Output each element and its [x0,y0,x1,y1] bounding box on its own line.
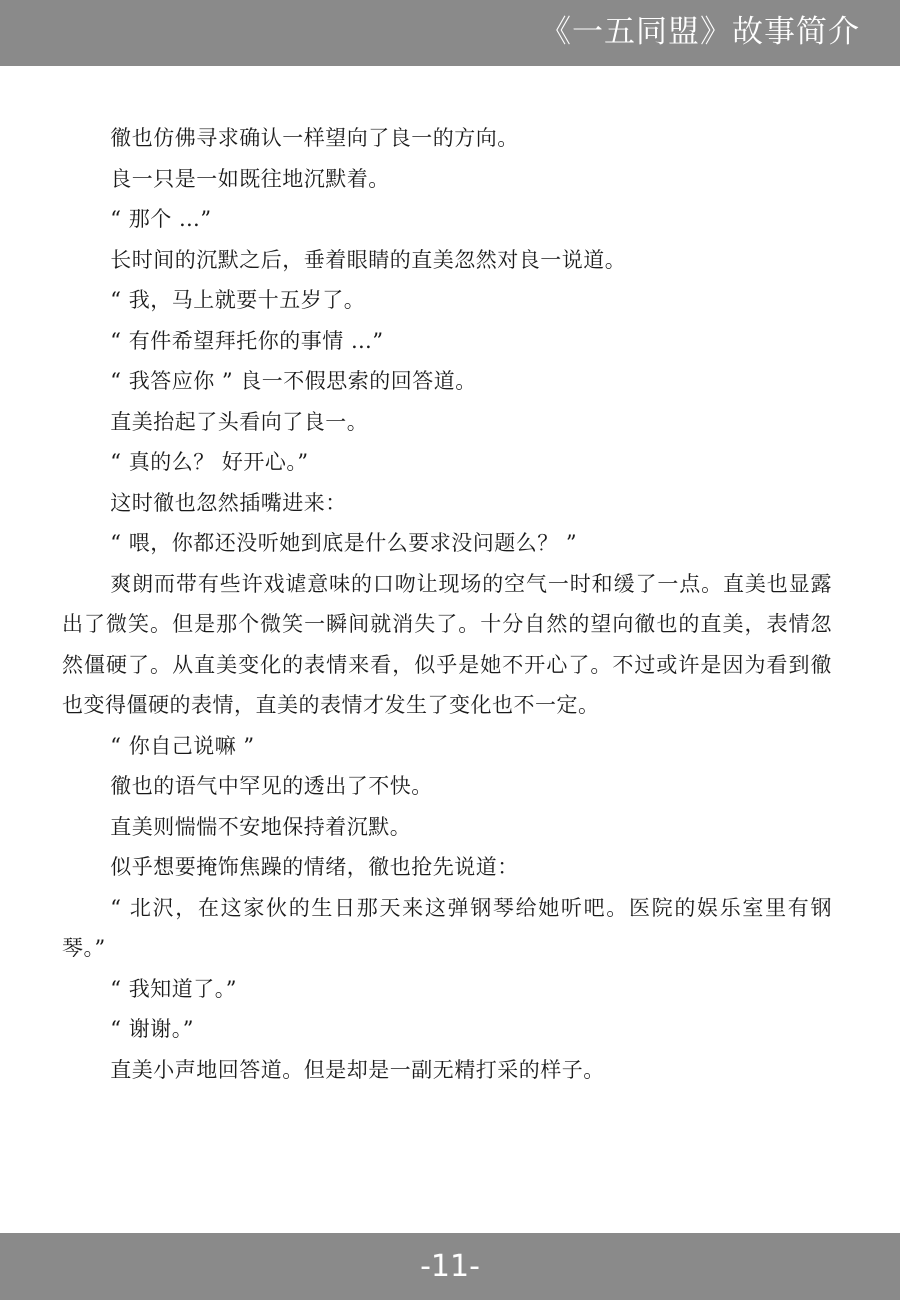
paragraph: “ 有件希望拜托你的事情 …” [110,328,384,353]
header-bar [0,0,900,66]
paragraph: “ 我，马上就要十五岁了。 [110,288,366,312]
paragraph: 直美则惴惴不安地保持着沉默。 [110,814,412,839]
paragraph: 良一只是一如既往地沉默着。 [110,166,390,191]
paragraph: 徹也的语气中罕见的透出了不快。 [110,774,433,798]
story-text [62,118,832,1090]
paragraph: 徹也仿佛寻求确认一样望向了良一的方向。 [110,126,519,150]
paragraph: 长时间的沉默之后，垂着眼睛的直美忽然对良一说道。 [110,247,627,272]
page-number: -11- [420,1249,480,1284]
footer-bar [0,1233,900,1300]
header-title: 《一五同盟》故事简介 [540,14,860,50]
paragraph: “ 我答应你 ” 良一不假思索的回答道。 [110,369,477,393]
paragraph: 直美小声地回答道。但是却是一副无精打采的样子。 [110,1057,605,1082]
paragraph: “ 那个 …” [110,207,212,231]
paragraph: “ 你自己说嘛 ” [110,733,255,758]
paragraph: “ 谢谢。” [110,1017,194,1041]
paragraph: 似乎想要掩饰焦躁的情绪，徹也抢先说道： [110,855,519,879]
paragraph: “ 我知道了。” [110,976,237,1001]
paragraph: 直美抬起了头看向了良一。 [110,409,369,434]
paragraph: 这时徹也忽然插嘴进来： [110,490,347,515]
paragraph: “ 真的么？ 好开心。” [110,450,309,474]
paragraph: “ 北沢，在这家伙的生日那天来这弹钢琴给她听吧。医院的娱乐室里有钢琴。” [62,895,832,960]
paragraph: 爽朗而带有些许戏谑意味的口吻让现场的空气一时和缓了一点。直美也显露出了微笑。但是那个微笑一瞬间就消失了。十分自然的望向徹也的直美，表情忽然僵硬了。从直美变化的表情来看，似乎是她不开心了。不过或许是因为看到徹也变得僵硬的表情，直美的表情才发生了变化也不一定。 [62,571,832,717]
paragraph: “ 喂，你都还没听她到底是什么要求没问题么？ ” [110,531,578,555]
